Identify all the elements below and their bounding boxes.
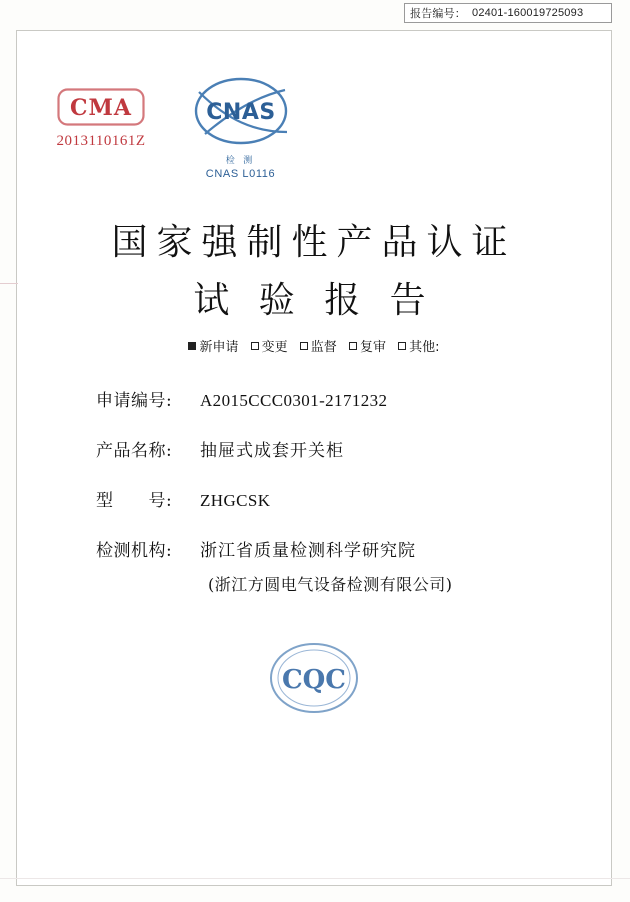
- page-title-line-2: 试 验 报 告: [193, 280, 435, 321]
- application-type-row: [16, 336, 612, 355]
- checkbox-label: 新申请: [199, 340, 239, 355]
- checkbox-new-application[interactable]: [188, 336, 238, 355]
- checkbox-label: 复审: [359, 340, 386, 355]
- field-value: 抽屉式成套开关柜: [200, 441, 344, 461]
- cnas-accreditation-code: CNAS L0116: [205, 168, 276, 180]
- checkbox-change[interactable]: [251, 336, 288, 355]
- report-fields: [96, 386, 566, 617]
- field-label: 型 号:: [96, 491, 173, 511]
- report-number-box: [404, 3, 612, 23]
- cqc-icon: [266, 638, 362, 718]
- svg-text:CMA: CMA: [70, 95, 132, 121]
- checkbox-label: 监督: [310, 340, 337, 355]
- field-testing-institution-sub: (浙江方圆电气设备检测有限公司): [208, 575, 453, 594]
- checkbox-supervision[interactable]: [300, 336, 337, 355]
- svg-text:CQC: CQC: [281, 665, 347, 695]
- cma-certificate-number: 2013110161Z: [56, 133, 146, 149]
- field-label: 产品名称:: [96, 441, 173, 461]
- checkbox-review[interactable]: [349, 336, 386, 355]
- cma-icon: [57, 88, 145, 126]
- field-application-number: [96, 386, 566, 411]
- scan-artifact-bottom: [0, 878, 630, 879]
- checkbox-box-icon[interactable]: [300, 342, 308, 350]
- field-model: [96, 486, 566, 511]
- checkbox-label: 其他:: [409, 340, 440, 355]
- checkbox-box-icon[interactable]: [349, 342, 357, 350]
- field-value: ZHGCSK: [200, 491, 271, 510]
- checkbox-box-icon[interactable]: [188, 342, 196, 350]
- cma-logo-block: [36, 88, 166, 150]
- report-number-label: 报告编号：: [410, 8, 466, 20]
- field-label: 检测机构:: [96, 541, 173, 561]
- field-testing-institution: [96, 536, 566, 561]
- field-product-name: [96, 436, 566, 461]
- checkbox-box-icon[interactable]: [251, 342, 259, 350]
- field-value: 浙江省质量检测科学研究院: [200, 541, 416, 561]
- checkbox-box-icon[interactable]: [398, 342, 406, 350]
- cnas-logo-block: [178, 76, 303, 180]
- field-label: 申请编号:: [96, 391, 173, 411]
- report-number-value: 02401-160019725093: [472, 7, 584, 19]
- checkbox-label: 变更: [261, 340, 288, 355]
- cnas-icon: [178, 76, 303, 155]
- field-value: A2015CCC0301-2171232: [200, 391, 388, 410]
- checkbox-other[interactable]: [398, 336, 439, 355]
- cnas-sub-label: 检 测: [225, 155, 256, 165]
- page-title-line-1: 国家强制性产品认证: [111, 222, 517, 263]
- svg-text:CNAS: CNAS: [205, 100, 276, 125]
